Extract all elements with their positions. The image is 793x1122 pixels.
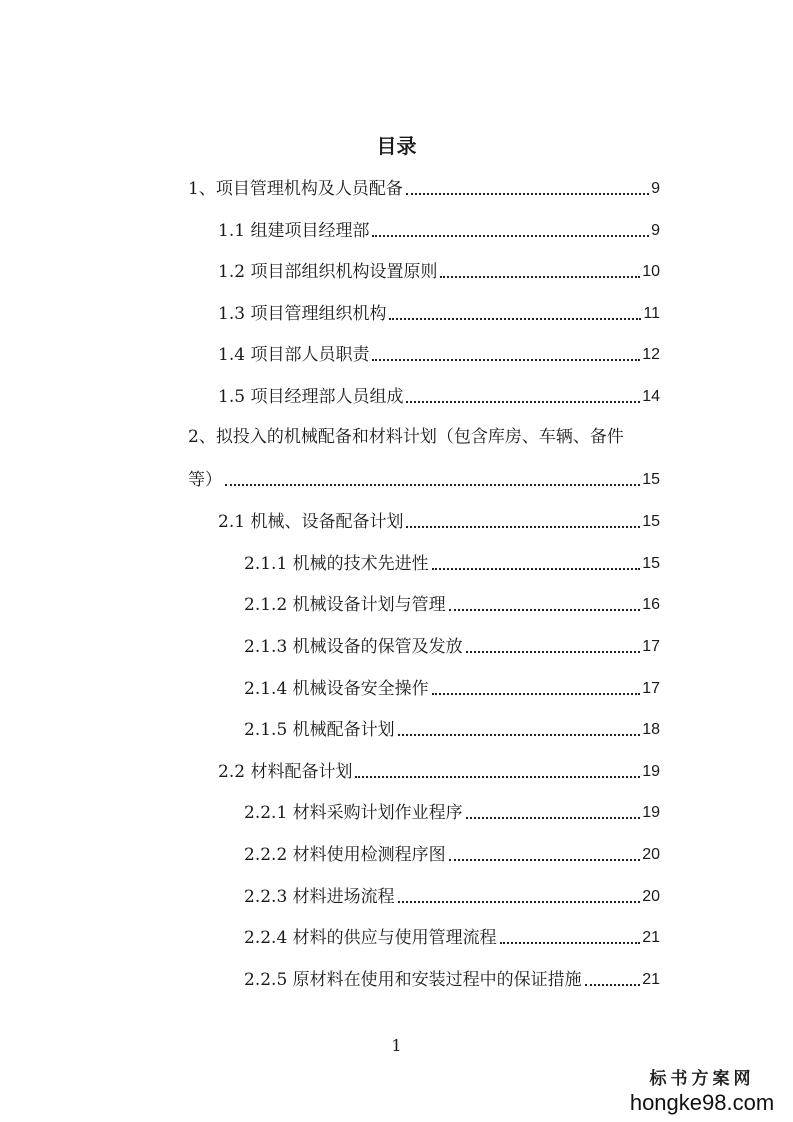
toc-entry-label: 等） [188,470,222,490]
toc-leader-dots [466,650,641,653]
toc-entry[interactable] [218,759,660,783]
toc-entry-label: 2.1 机械、设备配备计划 [218,512,404,532]
toc-entry-page: 11 [643,305,660,322]
watermark [627,1068,777,1116]
toc-entry[interactable] [244,884,660,908]
toc-entry-page: 9 [651,222,660,239]
watermark-url: hongke98.com [629,1090,775,1115]
toc-entry[interactable] [218,259,660,283]
toc-entry-page: 15 [642,513,660,530]
toc-entry[interactable] [244,967,660,991]
toc-entry-label: 2.1.1 机械的技术先进性 [244,554,429,574]
toc-entry[interactable] [188,176,660,200]
toc-leader-dots [389,317,641,320]
page-number: 1 [391,1036,402,1055]
toc-entry-label-line1[interactable]: 2、拟投入的机械配备和材料计划（包含库房、车辆、备件 [188,427,624,447]
toc-leader-dots [406,525,640,528]
toc-title: 目录 [376,134,417,158]
toc-entry[interactable] [218,218,660,242]
toc-entry[interactable] [244,551,660,575]
toc-entry-page: 19 [642,804,660,821]
toc-entry-page: 15 [642,555,660,572]
toc-entry-label: 1.5 项目经理部人员组成 [218,387,404,407]
toc-entry-page: 15 [642,471,660,488]
toc-entry-label: 2.2.4 材料的供应与使用管理流程 [244,928,497,948]
toc-leader-dots [432,567,641,570]
toc-entry-label: 2.2.2 材料使用检测程序图 [244,845,446,865]
toc-entry[interactable] [244,592,660,616]
toc-entry[interactable] [188,467,660,491]
toc-entry-page: 21 [642,971,660,988]
toc-entry-label: 2.1.4 机械设备安全操作 [244,679,429,699]
toc-entry-label: 1.1 组建项目经理部 [218,221,370,241]
toc-entry-page: 16 [642,596,660,613]
toc-leader-dots [432,692,641,695]
toc-entry-page: 9 [651,180,660,197]
toc-entry-label: 1.2 项目部组织机构设置原则 [218,262,438,282]
watermark-name: 标书方案网 [649,1069,755,1089]
toc-entry-label: 1.3 项目管理组织机构 [218,304,387,324]
toc-entry[interactable] [244,717,660,741]
toc-leader-dots [449,608,641,611]
toc-leader-dots [440,275,640,278]
toc-leader-dots [466,816,641,819]
toc-leader-dots [372,234,649,237]
toc-entry[interactable] [244,634,660,658]
toc-entry-label: 2.1.3 机械设备的保管及发放 [244,637,463,657]
toc-entry[interactable] [244,676,660,700]
toc-entry[interactable] [244,800,660,824]
toc-leader-dots [372,358,640,361]
toc-entry-page: 17 [642,680,660,697]
toc-entry-page: 18 [642,721,660,738]
toc-entry-page: 17 [642,638,660,655]
toc-entry[interactable] [218,301,660,325]
toc-entry-page: 10 [642,263,660,280]
toc-entry-label: 1.4 项目部人员职责 [218,345,370,365]
toc-leader-dots [406,400,640,403]
toc-leader-dots [398,733,641,736]
toc-leader-dots [500,941,641,944]
toc-entry-label: 2.2 材料配备计划 [218,762,353,782]
toc-entry-label: 2.2.1 材料采购计划作业程序 [244,803,463,823]
toc-entry-label: 2.1.2 机械设备计划与管理 [244,595,446,615]
toc-leader-dots [355,775,640,778]
toc-leader-dots [225,483,640,486]
toc-entry-label: 2.2.3 材料进场流程 [244,887,395,907]
toc-leader-dots [406,192,649,195]
toc-leader-dots [449,858,641,861]
toc-entry[interactable] [218,509,660,533]
toc-entry-page: 20 [642,888,660,905]
toc-entry-label: 2.1.5 机械配备计划 [244,720,395,740]
toc-entry-page: 19 [642,763,660,780]
toc-entry-page: 12 [642,346,660,363]
toc-entry-label: 2.2.5 原材料在使用和安装过程中的保证措施 [244,970,582,990]
toc-entry-page: 14 [642,388,660,405]
toc-entry[interactable] [218,342,660,366]
toc-entry-page: 21 [642,929,660,946]
toc-entry[interactable] [218,384,660,408]
toc-leader-dots [585,983,641,986]
toc-entry-page: 20 [642,846,660,863]
toc-leader-dots [398,900,641,903]
toc-entry[interactable] [244,925,660,949]
toc-entry[interactable] [244,842,660,866]
toc-entry-label: 1、项目管理机构及人员配备 [188,179,403,199]
